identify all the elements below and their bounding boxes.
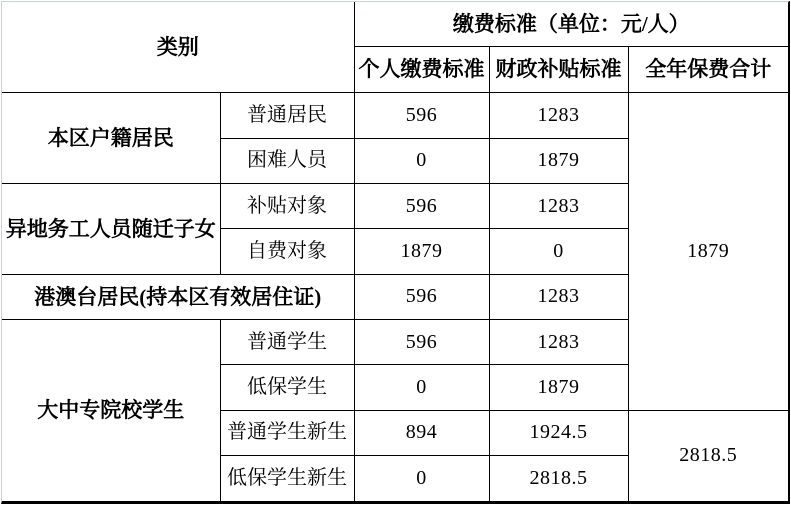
personal-value: 1879 <box>354 229 489 274</box>
subcategory-cell: 普通学生 <box>220 320 354 365</box>
subsidy-value: 1283 <box>489 93 628 138</box>
personal-value: 0 <box>354 365 489 410</box>
subsidy-value: 2818.5 <box>489 456 628 501</box>
subcategory-cell: 低保学生 <box>220 365 354 410</box>
header-category: 类别 <box>2 2 354 93</box>
personal-value: 596 <box>354 183 489 228</box>
subcategory-cell: 自费对象 <box>220 229 354 274</box>
subcategory-cell: 普通居民 <box>220 93 354 138</box>
subcategory-cell: 低保学生新生 <box>220 456 354 501</box>
subcategory-cell: 困难人员 <box>220 138 354 183</box>
header-row-1 <box>2 2 788 46</box>
fee-table <box>2 2 788 501</box>
annual-total-freshman-value: 2818.5 <box>628 410 788 501</box>
table-row <box>2 93 788 138</box>
personal-value: 0 <box>354 456 489 501</box>
subsidy-value: 1924.5 <box>489 410 628 455</box>
personal-value: 0 <box>354 138 489 183</box>
personal-value: 596 <box>354 274 489 319</box>
subcategory-cell: 补贴对象 <box>220 183 354 228</box>
annual-total-main-value: 1879 <box>628 93 788 411</box>
header-personal-standard: 个人缴费标准 <box>354 46 489 92</box>
personal-value: 596 <box>354 93 489 138</box>
subsidy-value: 1283 <box>489 274 628 319</box>
header-annual-total: 全年保费合计 <box>628 46 788 92</box>
header-fee-standard-group: 缴费标准（单位：元/人） <box>354 2 788 46</box>
fee-standard-table <box>1 1 790 504</box>
subsidy-value: 1283 <box>489 183 628 228</box>
header-subsidy-standard: 财政补贴标准 <box>489 46 628 92</box>
personal-value: 596 <box>354 320 489 365</box>
subcategory-cell: 普通学生新生 <box>220 410 354 455</box>
category-cell-local-residents: 本区户籍居民 <box>2 93 220 184</box>
category-cell-hk-macao-taiwan: 港澳台居民(持本区有效居住证) <box>2 274 354 319</box>
category-cell-college-students: 大中专院校学生 <box>2 320 220 502</box>
subsidy-value: 1283 <box>489 320 628 365</box>
category-cell-migrant-children: 异地务工人员随迁子女 <box>2 183 220 274</box>
subsidy-value: 0 <box>489 229 628 274</box>
personal-value: 894 <box>354 410 489 455</box>
subsidy-value: 1879 <box>489 365 628 410</box>
subsidy-value: 1879 <box>489 138 628 183</box>
